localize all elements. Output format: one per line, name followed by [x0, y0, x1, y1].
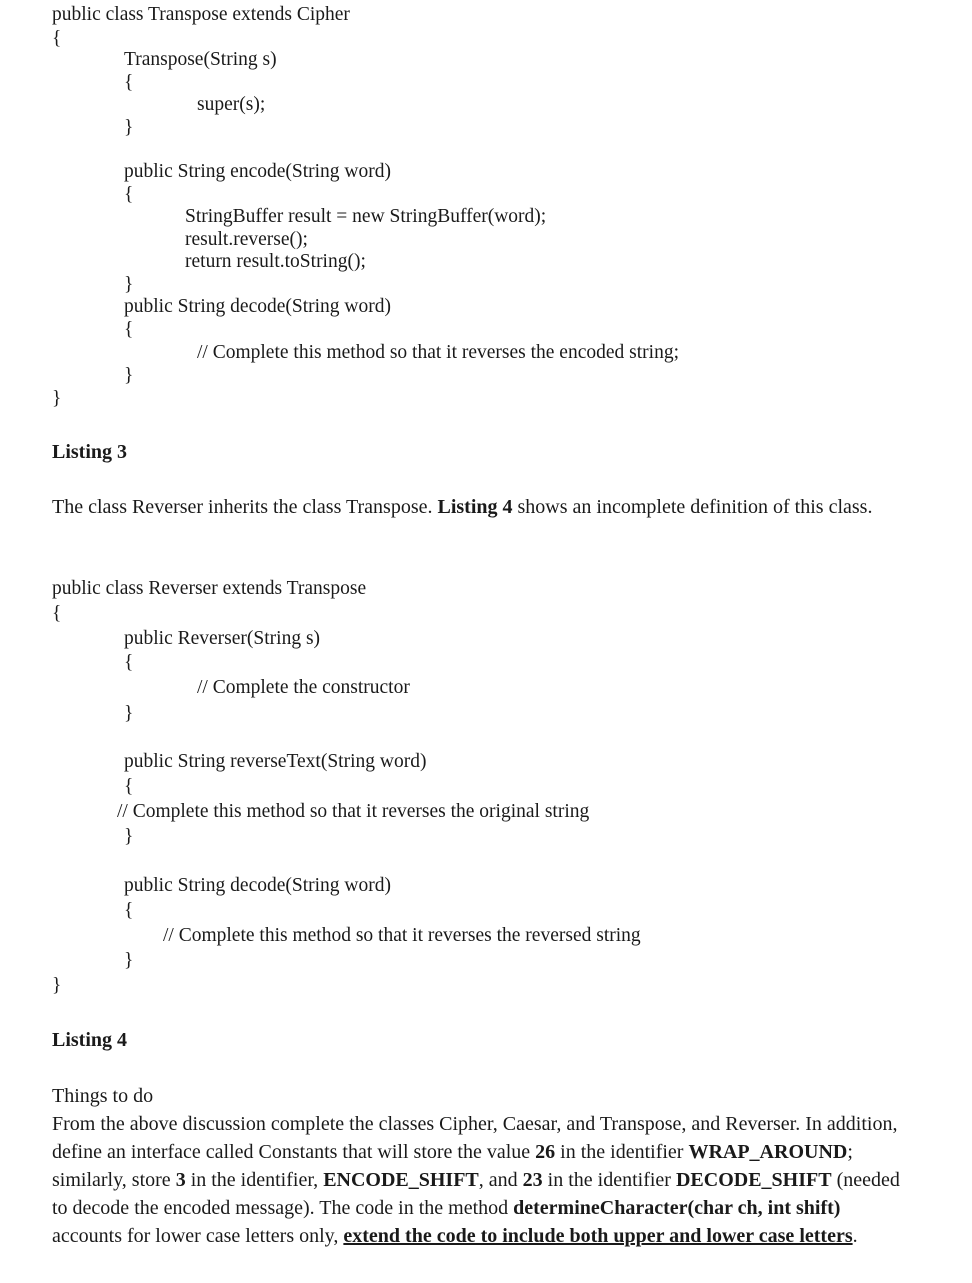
todo-identifier: DECODE_SHIFT — [675, 1169, 832, 1191]
code-line: { — [52, 28, 62, 49]
code-line: } — [124, 365, 134, 386]
todo-text: in the identifier — [555, 1141, 689, 1163]
code-line: return result.toString(); — [185, 251, 366, 272]
todo-identifier: WRAP_AROUND — [688, 1141, 848, 1163]
code-line: { — [124, 900, 134, 921]
code-line: public String decode(String word) — [124, 875, 391, 896]
intro-paragraph — [52, 493, 912, 521]
todo-text: ; similarly, store — [52, 1141, 853, 1191]
code-line: } — [124, 703, 134, 724]
code-line: public class Transpose extends Cipher — [52, 4, 350, 25]
todo-emphasis: extend the code to include both upper and lower case letters — [343, 1225, 853, 1247]
todo-value: 3 — [175, 1169, 186, 1191]
todo-method: determineCharacter(char ch, int shift) — [513, 1197, 841, 1219]
code-line: StringBuffer result = new StringBuffer(word); — [185, 206, 547, 227]
code-line: { — [124, 776, 134, 797]
code-line: { — [124, 184, 134, 205]
todo-text: accounts for lower case letters only, — [52, 1225, 344, 1247]
todo-identifier: ENCODE_SHIFT — [323, 1169, 479, 1191]
code-line: { — [124, 72, 134, 93]
listing-4-caption: Listing 4 — [52, 1029, 128, 1051]
code-line: public String reverseText(String word) — [124, 751, 427, 772]
code-line: // Complete this method so that it reverses the original string — [117, 801, 590, 822]
code-line: { — [52, 603, 62, 624]
todo-text: . — [852, 1225, 858, 1247]
code-line: { — [124, 652, 134, 673]
todo-text: in the identifier, — [185, 1169, 324, 1191]
code-line: public String encode(String word) — [124, 161, 391, 182]
intro-text: shows an incomplete definition of this class. — [512, 496, 873, 518]
todo-value: 26 — [535, 1141, 556, 1163]
code-line: // Complete the constructor — [197, 677, 410, 698]
code-line: public class Reverser extends Transpose — [52, 578, 367, 599]
todo-value: 23 — [522, 1169, 543, 1191]
code-line: Transpose(String s) — [124, 49, 277, 70]
code-line: // Complete this method so that it reverses the reversed string — [163, 925, 641, 946]
todo-text: , and — [478, 1169, 523, 1191]
todo-text: From the above discussion complete the classes Cipher, Caesar, and Transpose, and Reverser. In addition, define an interface called Constants that will store the value — [52, 1113, 898, 1163]
todo-text: (needed to decode the encoded message). The code in the method — [52, 1169, 900, 1219]
listing-3-caption: Listing 3 — [52, 441, 128, 463]
todo-text: in the identifier — [542, 1169, 676, 1191]
code-line: } — [52, 975, 62, 996]
code-line: } — [124, 950, 134, 971]
code-line: result.reverse(); — [185, 229, 308, 250]
code-line: } — [124, 274, 134, 295]
code-line: { — [124, 319, 134, 340]
code-line: super(s); — [197, 94, 266, 115]
todo-paragraph — [52, 1110, 912, 1250]
todo-title: Things to do — [52, 1085, 154, 1107]
code-line: public Reverser(String s) — [124, 628, 321, 649]
code-line: } — [124, 826, 134, 847]
code-line: } — [124, 117, 134, 138]
code-line: } — [52, 388, 62, 409]
code-line: // Complete this method so that it reverses the encoded string; — [197, 342, 679, 363]
intro-listing-ref: Listing 4 — [437, 496, 513, 518]
intro-text: The class Reverser inherits the class Transpose. — [52, 496, 438, 518]
code-line: public String decode(String word) — [124, 296, 391, 317]
